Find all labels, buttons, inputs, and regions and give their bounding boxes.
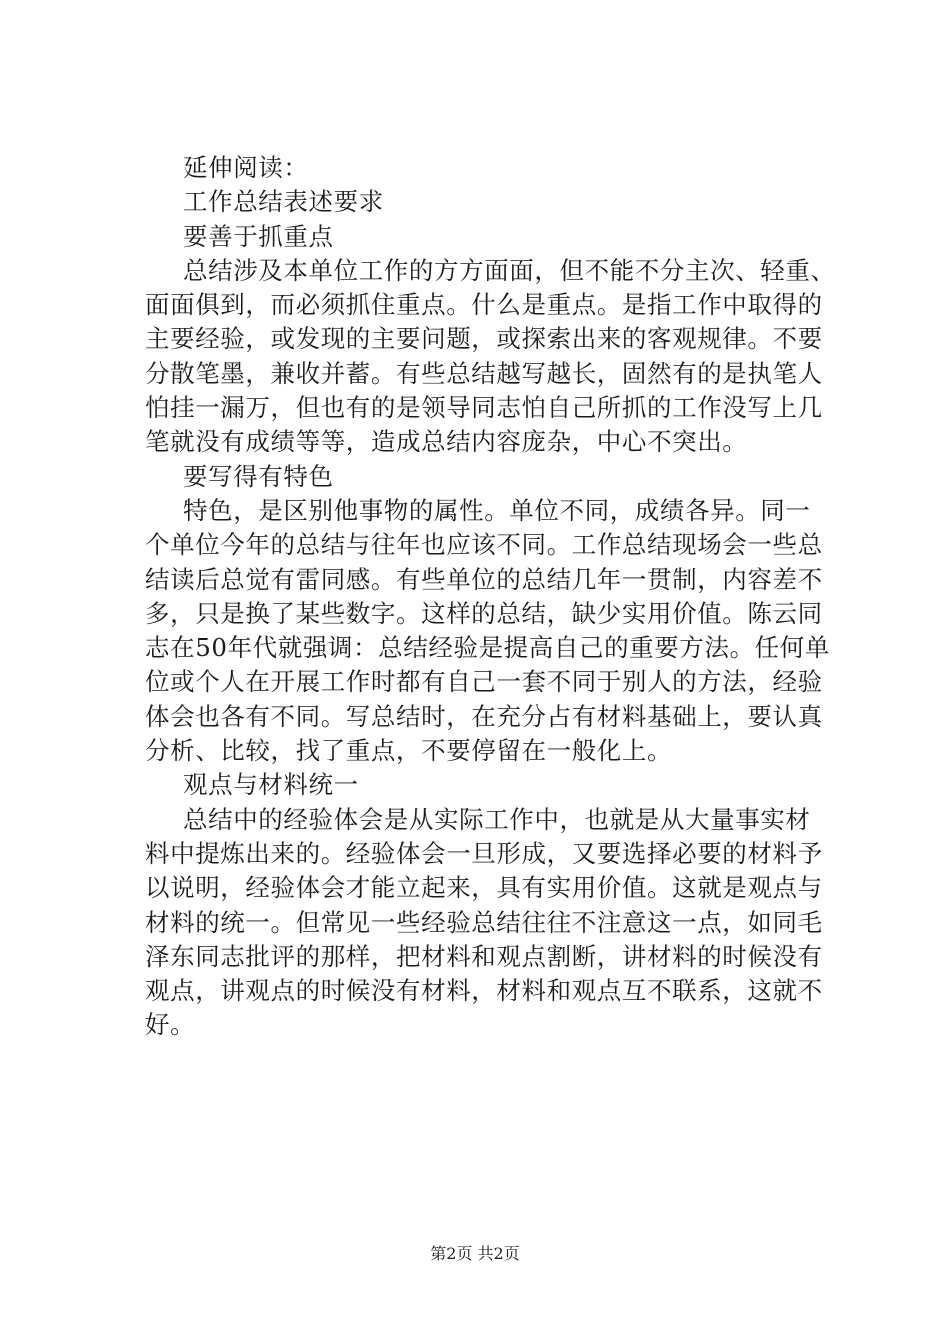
- text-line: 分散笔墨，兼收并蓄。有些总结越写越长，固然有的是执笔人: [145, 358, 823, 388]
- text-line: 好。: [145, 1010, 196, 1040]
- text-line: 要写得有特色: [183, 461, 334, 491]
- document-body: [145, 151, 836, 1043]
- text-line: 总结涉及本单位工作的方方面面，但不能不分主次、轻重、: [183, 255, 836, 285]
- text-line: 泽东同志批评的那样，把材料和观点割断，讲材料的时候没有: [145, 941, 823, 971]
- text-line: 总结中的经验体会是从实际工作中，也就是从大量事实材: [183, 804, 811, 834]
- text-line: 志在50年代就强调：总结经验是提高自己的重要方法。任何单: [145, 633, 830, 663]
- text-line: 结读后总觉有雷同感。有些单位的总结几年一贯制，内容差不: [145, 564, 823, 594]
- text-line: 材料的统一。但常见一些经验总结往往不注意这一点，如同毛: [145, 907, 823, 937]
- text-line: 分析、比较，找了重点，不要停留在一般化上。: [145, 736, 673, 766]
- text-line: 怕挂一漏万，但也有的是领导同志怕自己所抓的工作没写上几: [145, 393, 823, 423]
- text-line: 要善于抓重点: [183, 221, 334, 251]
- page-footer: 第2页 共2页: [430, 1244, 520, 1263]
- text-line: 笔就没有成绩等等，造成总结内容庞杂，中心不突出。: [145, 427, 748, 457]
- text-line: 面面俱到，而必须抓住重点。什么是重点。是指工作中取得的: [145, 290, 823, 320]
- text-line: 位或个人在开展工作时都有自己一套不同于别人的方法，经验: [145, 667, 823, 697]
- text-line: 观点，讲观点的时候没有材料，材料和观点互不联系，这就不: [145, 976, 823, 1006]
- text-line: 工作总结表述要求: [183, 187, 384, 217]
- text-line: 个单位今年的总结与往年也应该不同。工作总结现场会一些总: [145, 530, 823, 560]
- text-line: 料中提炼出来的。经验体会一旦形成，又要选择必要的材料予: [145, 838, 823, 868]
- text-line: 主要经验，或发现的主要问题，或探索出来的客观规律。不要: [145, 324, 823, 354]
- text-line: 延伸阅读：: [183, 153, 309, 182]
- text-line: 体会也各有不同。写总结时，在充分占有材料基础上，要认真: [145, 701, 823, 731]
- text-line: 以说明，经验体会才能立起来，具有实用价值。这就是观点与: [145, 873, 823, 903]
- text-line: 多，只是换了某些数字。这样的总结，缺少实用价值。陈云同: [145, 598, 823, 628]
- text-line: 观点与材料统一: [183, 770, 359, 800]
- text-line: 特色，是区别他事物的属性。单位不同，成绩各异。同一: [183, 495, 811, 525]
